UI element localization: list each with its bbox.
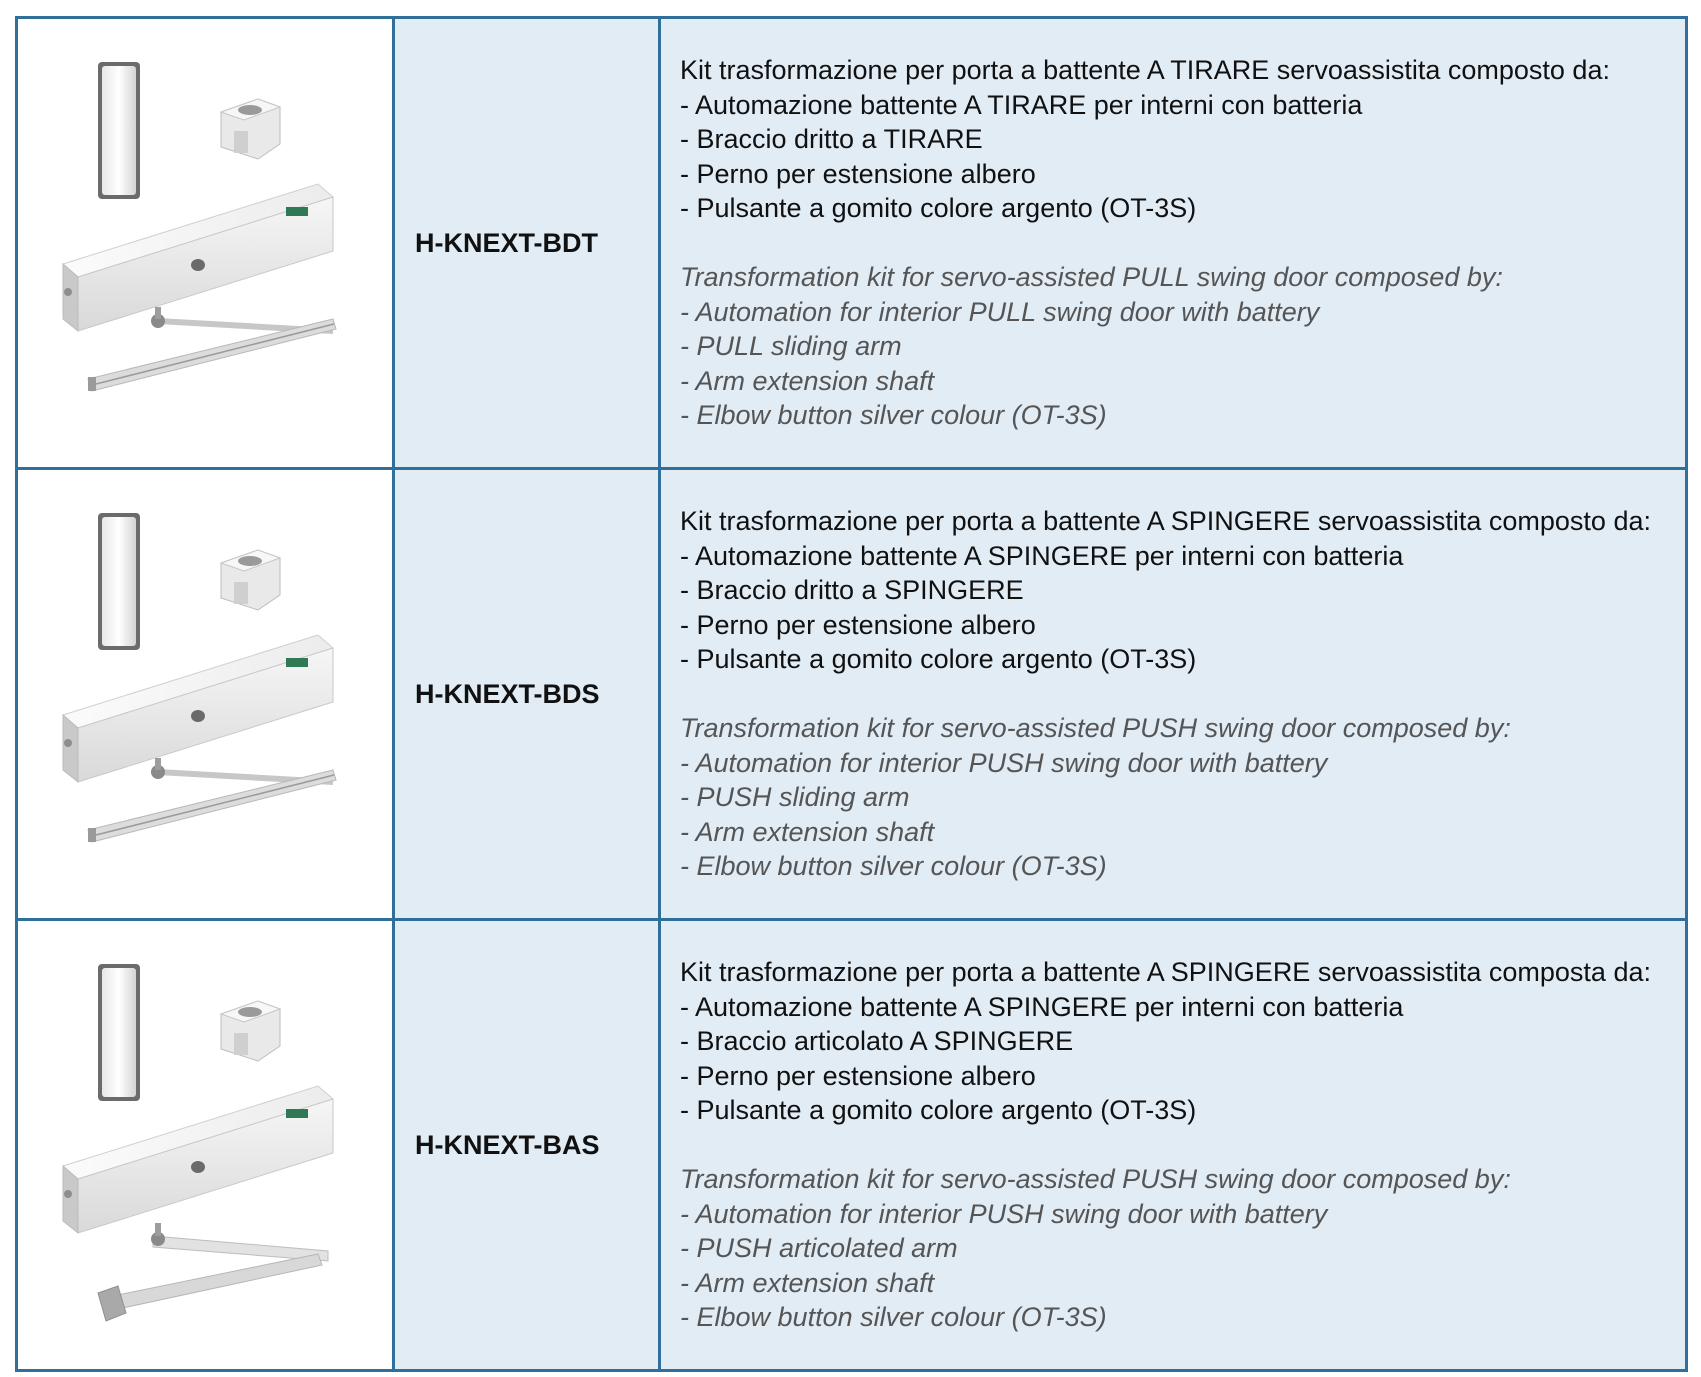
italian-description-item: - Braccio dritto a TIRARE xyxy=(680,124,983,155)
english-description-item: - Automation for interior PUSH swing door with battery xyxy=(680,1198,1328,1229)
kit-row xyxy=(17,920,1687,1371)
english-description-item: - PUSH articolated arm xyxy=(680,1233,958,1264)
italian-description-item: - Automazione battente A SPINGERE per interni con batteria xyxy=(680,991,1404,1022)
description-block xyxy=(661,955,1685,1335)
description-cell xyxy=(660,920,1687,1371)
operator-body-image xyxy=(63,635,333,782)
product-image-cell xyxy=(17,18,394,469)
product-code: H-KNEXT-BAS xyxy=(415,1129,600,1160)
description-block xyxy=(661,53,1685,433)
english-description-item: - Automation for interior PULL swing door with battery xyxy=(680,296,1320,327)
english-description-item: - Arm extension shaft xyxy=(680,365,935,396)
kit-product-image xyxy=(18,921,392,1369)
arm-image xyxy=(88,758,336,842)
operator-body-image xyxy=(63,1086,333,1233)
description-spacer xyxy=(680,677,1677,712)
italian-description-item: - Pulsante a gomito colore argento (OT-3S) xyxy=(680,193,1197,224)
product-image-cell xyxy=(17,469,394,920)
english-description-item: - Arm extension shaft xyxy=(680,1267,935,1298)
product-code-cell xyxy=(394,920,660,1371)
product-code: H-KNEXT-BDT xyxy=(415,227,598,258)
italian-description-item: - Pulsante a gomito colore argento (OT-3S) xyxy=(680,1095,1197,1126)
italian-description-item: - Pulsante a gomito colore argento (OT-3S) xyxy=(680,644,1197,675)
english-description-item: - Elbow button silver colour (OT-3S) xyxy=(680,851,1107,882)
description-cell xyxy=(660,469,1687,920)
articulated-arm-image xyxy=(98,1223,328,1321)
kit-product-image xyxy=(18,19,392,467)
english-description-item: - Automation for interior PUSH swing door with battery xyxy=(680,747,1328,778)
italian-description-item: - Perno per estensione albero xyxy=(680,609,1036,640)
italian-description-item: - Automazione battente A TIRARE per interni con batteria xyxy=(680,89,1363,120)
extension-shaft-image xyxy=(221,1001,280,1061)
description-spacer xyxy=(680,1128,1677,1163)
product-code-cell xyxy=(394,469,660,920)
italian-description-item: - Braccio dritto a SPINGERE xyxy=(680,575,1024,606)
kit-product-image xyxy=(18,470,392,918)
kit-row xyxy=(17,18,1687,469)
operator-body-image xyxy=(63,184,333,331)
italian-description-title: Kit trasformazione per porta a battente A SPINGERE servoassistita composta da: xyxy=(680,957,1651,988)
kit-row xyxy=(17,469,1687,920)
product-kit-table xyxy=(15,16,1688,1372)
arm-image xyxy=(88,307,336,391)
description-cell xyxy=(660,18,1687,469)
elbow-button-image xyxy=(98,62,140,199)
product-code: H-KNEXT-BDS xyxy=(415,678,600,709)
description-spacer xyxy=(680,226,1677,261)
extension-shaft-image xyxy=(221,550,280,610)
italian-description-item: - Braccio articolato A SPINGERE xyxy=(680,1026,1074,1057)
italian-description-item: - Perno per estensione albero xyxy=(680,1060,1036,1091)
english-description-item: - PUSH sliding arm xyxy=(680,782,910,813)
italian-description-title: Kit trasformazione per porta a battente A TIRARE servoassistita composto da: xyxy=(680,55,1610,86)
product-image-cell xyxy=(17,920,394,1371)
kit-rows xyxy=(17,18,1687,1371)
product-code-cell xyxy=(394,18,660,469)
english-description-title: Transformation kit for servo-assisted PUSH swing door composed by: xyxy=(680,713,1511,744)
english-description-title: Transformation kit for servo-assisted PUSH swing door composed by: xyxy=(680,1164,1511,1195)
extension-shaft-image xyxy=(221,99,280,159)
english-description-title: Transformation kit for servo-assisted PULL swing door composed by: xyxy=(680,262,1503,293)
english-description-item: - Elbow button silver colour (OT-3S) xyxy=(680,400,1107,431)
description-block xyxy=(661,504,1685,884)
english-description-item: - PULL sliding arm xyxy=(680,331,902,362)
english-description-item: - Arm extension shaft xyxy=(680,816,935,847)
elbow-button-image xyxy=(98,513,140,650)
italian-description-item: - Automazione battente A SPINGERE per interni con batteria xyxy=(680,540,1404,571)
elbow-button-image xyxy=(98,964,140,1101)
italian-description-item: - Perno per estensione albero xyxy=(680,158,1036,189)
english-description-item: - Elbow button silver colour (OT-3S) xyxy=(680,1302,1107,1333)
italian-description-title: Kit trasformazione per porta a battente A SPINGERE servoassistita composto da: xyxy=(680,506,1651,537)
